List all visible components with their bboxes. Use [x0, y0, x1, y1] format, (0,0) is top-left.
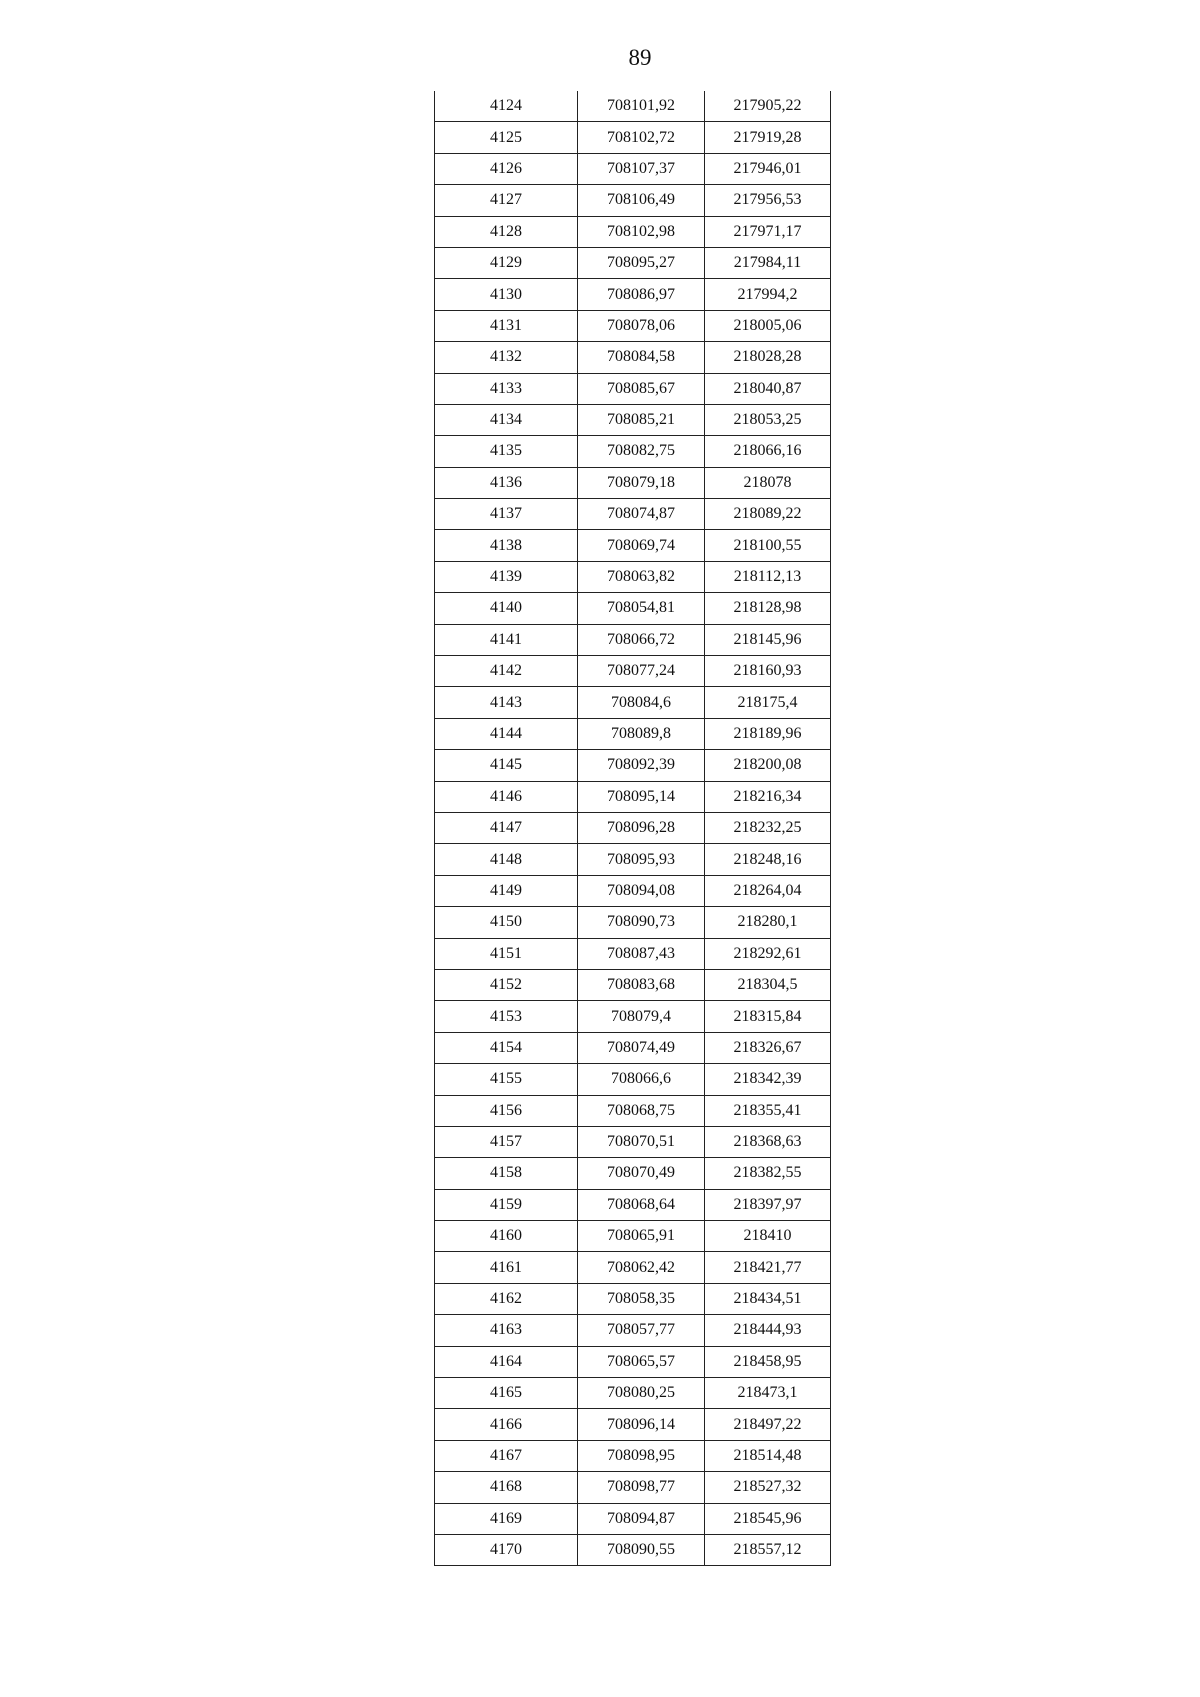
- y-coordinate-cell: 218382,55: [705, 1158, 831, 1189]
- table-row: [435, 969, 831, 1000]
- point-number-cell: 4160: [435, 1221, 578, 1252]
- x-coordinate-cell: 708098,95: [578, 1440, 705, 1471]
- x-coordinate-cell: 708085,21: [578, 404, 705, 435]
- y-coordinate-cell: 218473,1: [705, 1378, 831, 1409]
- y-coordinate-cell: 218368,63: [705, 1126, 831, 1157]
- point-number-cell: 4158: [435, 1158, 578, 1189]
- x-coordinate-cell: 708074,49: [578, 1032, 705, 1063]
- x-coordinate-cell: 708102,72: [578, 122, 705, 153]
- table-row: [435, 656, 831, 687]
- x-coordinate-cell: 708089,8: [578, 718, 705, 749]
- point-number-cell: 4128: [435, 216, 578, 247]
- coordinates-table-body: [435, 91, 831, 1566]
- table-row: [435, 907, 831, 938]
- x-coordinate-cell: 708078,06: [578, 310, 705, 341]
- table-row: [435, 781, 831, 812]
- table-row: [435, 1315, 831, 1346]
- y-coordinate-cell: 218342,39: [705, 1064, 831, 1095]
- point-number-cell: 4148: [435, 844, 578, 875]
- point-number-cell: 4170: [435, 1534, 578, 1565]
- y-coordinate-cell: 218557,12: [705, 1534, 831, 1565]
- x-coordinate-cell: 708063,82: [578, 561, 705, 592]
- point-number-cell: 4164: [435, 1346, 578, 1377]
- point-number-cell: 4150: [435, 907, 578, 938]
- table-row: [435, 1064, 831, 1095]
- point-number-cell: 4166: [435, 1409, 578, 1440]
- point-number-cell: 4127: [435, 185, 578, 216]
- y-coordinate-cell: 218397,97: [705, 1189, 831, 1220]
- coordinates-table: [434, 91, 831, 1566]
- x-coordinate-cell: 708095,93: [578, 844, 705, 875]
- y-coordinate-cell: 218292,61: [705, 938, 831, 969]
- table-row: [435, 624, 831, 655]
- y-coordinate-cell: 218458,95: [705, 1346, 831, 1377]
- point-number-cell: 4152: [435, 969, 578, 1000]
- y-coordinate-cell: 218410: [705, 1221, 831, 1252]
- point-number-cell: 4154: [435, 1032, 578, 1063]
- y-coordinate-cell: 218280,1: [705, 907, 831, 938]
- table-row: [435, 122, 831, 153]
- y-coordinate-cell: 218128,98: [705, 593, 831, 624]
- x-coordinate-cell: 708096,28: [578, 812, 705, 843]
- table-row: [435, 530, 831, 561]
- x-coordinate-cell: 708086,97: [578, 279, 705, 310]
- y-coordinate-cell: 217984,11: [705, 247, 831, 278]
- point-number-cell: 4167: [435, 1440, 578, 1471]
- y-coordinate-cell: 218200,08: [705, 750, 831, 781]
- x-coordinate-cell: 708102,98: [578, 216, 705, 247]
- y-coordinate-cell: 218232,25: [705, 812, 831, 843]
- table-row: [435, 185, 831, 216]
- x-coordinate-cell: 708080,25: [578, 1378, 705, 1409]
- table-row: [435, 1283, 831, 1314]
- x-coordinate-cell: 708070,49: [578, 1158, 705, 1189]
- table-row: [435, 718, 831, 749]
- table-row: [435, 1126, 831, 1157]
- y-coordinate-cell: 218145,96: [705, 624, 831, 655]
- point-number-cell: 4147: [435, 812, 578, 843]
- point-number-cell: 4134: [435, 404, 578, 435]
- table-row: [435, 153, 831, 184]
- point-number-cell: 4155: [435, 1064, 578, 1095]
- point-number-cell: 4136: [435, 467, 578, 498]
- point-number-cell: 4135: [435, 436, 578, 467]
- y-coordinate-cell: 217946,01: [705, 153, 831, 184]
- table-row: [435, 216, 831, 247]
- x-coordinate-cell: 708065,91: [578, 1221, 705, 1252]
- point-number-cell: 4156: [435, 1095, 578, 1126]
- x-coordinate-cell: 708079,18: [578, 467, 705, 498]
- y-coordinate-cell: 218175,4: [705, 687, 831, 718]
- x-coordinate-cell: 708087,43: [578, 938, 705, 969]
- table-row: [435, 1158, 831, 1189]
- point-number-cell: 4168: [435, 1472, 578, 1503]
- x-coordinate-cell: 708095,14: [578, 781, 705, 812]
- y-coordinate-cell: 218189,96: [705, 718, 831, 749]
- x-coordinate-cell: 708079,4: [578, 1001, 705, 1032]
- y-coordinate-cell: 218545,96: [705, 1503, 831, 1534]
- table-row: [435, 1221, 831, 1252]
- table-row: [435, 1095, 831, 1126]
- y-coordinate-cell: 218264,04: [705, 875, 831, 906]
- table-row: [435, 1252, 831, 1283]
- table-row: [435, 373, 831, 404]
- point-number-cell: 4144: [435, 718, 578, 749]
- x-coordinate-cell: 708074,87: [578, 499, 705, 530]
- x-coordinate-cell: 708095,27: [578, 247, 705, 278]
- x-coordinate-cell: 708082,75: [578, 436, 705, 467]
- x-coordinate-cell: 708068,64: [578, 1189, 705, 1220]
- point-number-cell: 4142: [435, 656, 578, 687]
- table-row: [435, 1503, 831, 1534]
- table-row: [435, 499, 831, 530]
- point-number-cell: 4146: [435, 781, 578, 812]
- table-row: [435, 1409, 831, 1440]
- x-coordinate-cell: 708058,35: [578, 1283, 705, 1314]
- x-coordinate-cell: 708107,37: [578, 153, 705, 184]
- page-number: 89: [628, 45, 652, 70]
- table-row: [435, 436, 831, 467]
- point-number-cell: 4165: [435, 1378, 578, 1409]
- point-number-cell: 4159: [435, 1189, 578, 1220]
- x-coordinate-cell: 708054,81: [578, 593, 705, 624]
- y-coordinate-cell: 218078: [705, 467, 831, 498]
- table-row: [435, 279, 831, 310]
- table-row: [435, 1472, 831, 1503]
- y-coordinate-cell: 218355,41: [705, 1095, 831, 1126]
- x-coordinate-cell: 708083,68: [578, 969, 705, 1000]
- table-row: [435, 561, 831, 592]
- y-coordinate-cell: 218216,34: [705, 781, 831, 812]
- point-number-cell: 4140: [435, 593, 578, 624]
- x-coordinate-cell: 708094,08: [578, 875, 705, 906]
- x-coordinate-cell: 708068,75: [578, 1095, 705, 1126]
- y-coordinate-cell: 218527,32: [705, 1472, 831, 1503]
- y-coordinate-cell: 218304,5: [705, 969, 831, 1000]
- point-number-cell: 4138: [435, 530, 578, 561]
- y-coordinate-cell: 218028,28: [705, 342, 831, 373]
- point-number-cell: 4169: [435, 1503, 578, 1534]
- table-row: [435, 1001, 831, 1032]
- table-row: [435, 1189, 831, 1220]
- x-coordinate-cell: 708094,87: [578, 1503, 705, 1534]
- x-coordinate-cell: 708066,72: [578, 624, 705, 655]
- table-row: [435, 1378, 831, 1409]
- point-number-cell: 4129: [435, 247, 578, 278]
- table-row: [435, 938, 831, 969]
- y-coordinate-cell: 218160,93: [705, 656, 831, 687]
- point-number-cell: 4143: [435, 687, 578, 718]
- y-coordinate-cell: 218444,93: [705, 1315, 831, 1346]
- table-row: [435, 467, 831, 498]
- y-coordinate-cell: 218089,22: [705, 499, 831, 530]
- point-number-cell: 4126: [435, 153, 578, 184]
- point-number-cell: 4161: [435, 1252, 578, 1283]
- x-coordinate-cell: 708066,6: [578, 1064, 705, 1095]
- x-coordinate-cell: 708070,51: [578, 1126, 705, 1157]
- table-row: [435, 593, 831, 624]
- y-coordinate-cell: 217971,17: [705, 216, 831, 247]
- x-coordinate-cell: 708065,57: [578, 1346, 705, 1377]
- point-number-cell: 4163: [435, 1315, 578, 1346]
- y-coordinate-cell: 218497,22: [705, 1409, 831, 1440]
- point-number-cell: 4157: [435, 1126, 578, 1157]
- table-row: [435, 1032, 831, 1063]
- y-coordinate-cell: 218514,48: [705, 1440, 831, 1471]
- point-number-cell: 4125: [435, 122, 578, 153]
- point-number-cell: 4153: [435, 1001, 578, 1032]
- point-number-cell: 4149: [435, 875, 578, 906]
- table-row: [435, 812, 831, 843]
- point-number-cell: 4137: [435, 499, 578, 530]
- point-number-cell: 4139: [435, 561, 578, 592]
- table-row: [435, 342, 831, 373]
- y-coordinate-cell: 217905,22: [705, 91, 831, 122]
- x-coordinate-cell: 708077,24: [578, 656, 705, 687]
- x-coordinate-cell: 708069,74: [578, 530, 705, 561]
- y-coordinate-cell: 217994,2: [705, 279, 831, 310]
- table-row: [435, 875, 831, 906]
- point-number-cell: 4133: [435, 373, 578, 404]
- point-number-cell: 4141: [435, 624, 578, 655]
- y-coordinate-cell: 218053,25: [705, 404, 831, 435]
- table-row: [435, 1346, 831, 1377]
- table-row: [435, 310, 831, 341]
- x-coordinate-cell: 708057,77: [578, 1315, 705, 1346]
- point-number-cell: 4151: [435, 938, 578, 969]
- y-coordinate-cell: 218112,13: [705, 561, 831, 592]
- x-coordinate-cell: 708096,14: [578, 1409, 705, 1440]
- y-coordinate-cell: 218066,16: [705, 436, 831, 467]
- x-coordinate-cell: 708084,58: [578, 342, 705, 373]
- y-coordinate-cell: 218434,51: [705, 1283, 831, 1314]
- table-row: [435, 750, 831, 781]
- y-coordinate-cell: 218040,87: [705, 373, 831, 404]
- x-coordinate-cell: 708098,77: [578, 1472, 705, 1503]
- y-coordinate-cell: 218326,67: [705, 1032, 831, 1063]
- y-coordinate-cell: 218248,16: [705, 844, 831, 875]
- point-number-cell: 4162: [435, 1283, 578, 1314]
- y-coordinate-cell: 218100,55: [705, 530, 831, 561]
- point-number-cell: 4124: [435, 91, 578, 122]
- x-coordinate-cell: 708106,49: [578, 185, 705, 216]
- x-coordinate-cell: 708092,39: [578, 750, 705, 781]
- point-number-cell: 4132: [435, 342, 578, 373]
- x-coordinate-cell: 708062,42: [578, 1252, 705, 1283]
- point-number-cell: 4131: [435, 310, 578, 341]
- x-coordinate-cell: 708084,6: [578, 687, 705, 718]
- point-number-cell: 4145: [435, 750, 578, 781]
- y-coordinate-cell: 218005,06: [705, 310, 831, 341]
- table-row: [435, 404, 831, 435]
- y-coordinate-cell: 218315,84: [705, 1001, 831, 1032]
- table-row: [435, 1534, 831, 1565]
- point-number-cell: 4130: [435, 279, 578, 310]
- table-row: [435, 91, 831, 122]
- x-coordinate-cell: 708085,67: [578, 373, 705, 404]
- table-row: [435, 247, 831, 278]
- y-coordinate-cell: 217919,28: [705, 122, 831, 153]
- x-coordinate-cell: 708101,92: [578, 91, 705, 122]
- table-row: [435, 844, 831, 875]
- y-coordinate-cell: 218421,77: [705, 1252, 831, 1283]
- x-coordinate-cell: 708090,73: [578, 907, 705, 938]
- y-coordinate-cell: 217956,53: [705, 185, 831, 216]
- table-row: [435, 687, 831, 718]
- table-row: [435, 1440, 831, 1471]
- x-coordinate-cell: 708090,55: [578, 1534, 705, 1565]
